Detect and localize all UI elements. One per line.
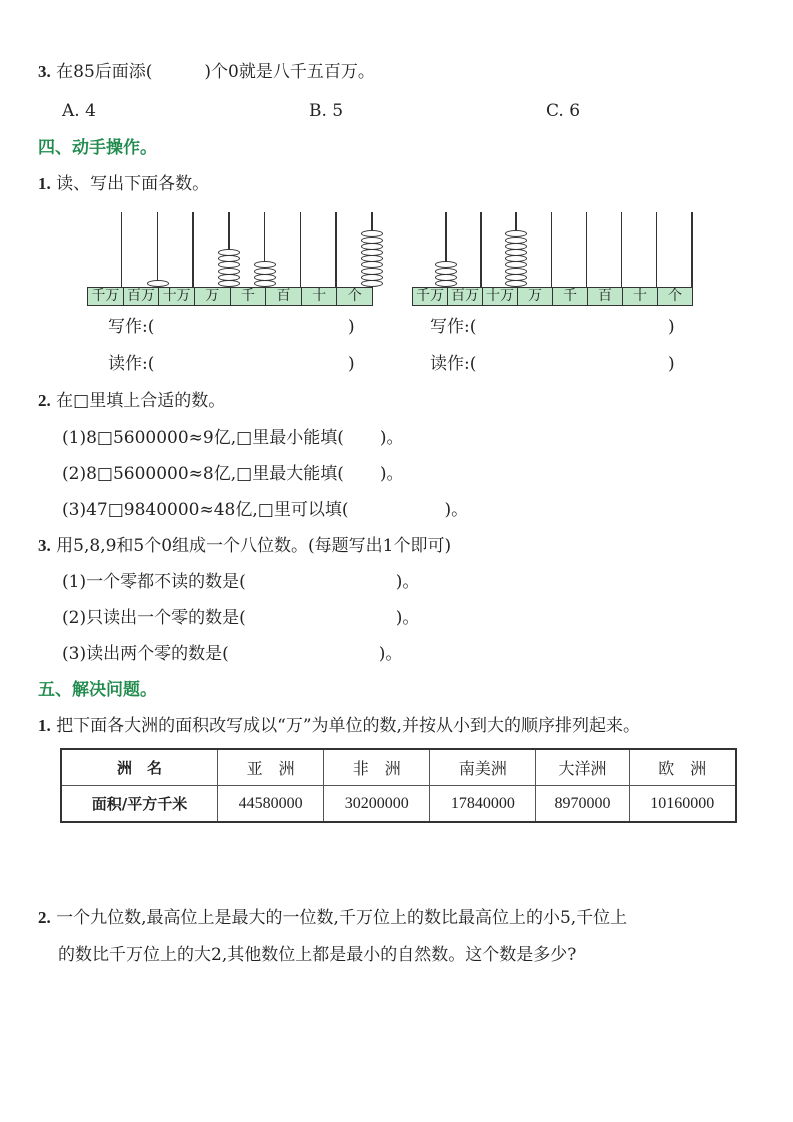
section5-q2-line1: [38, 907, 627, 929]
place-label: 百: [266, 288, 302, 305]
section4-q1: [38, 173, 209, 195]
area-value: 17840000: [430, 786, 536, 823]
item-end: )。: [395, 608, 420, 628]
abacus-rod: [335, 212, 337, 287]
section4-q3: [38, 535, 451, 557]
abacus-bead: [435, 274, 457, 281]
area-value: 44580000: [218, 786, 324, 823]
abacus-bead: [254, 261, 276, 268]
place-label: 十万: [159, 288, 195, 305]
abacus-rod: [157, 212, 159, 287]
option-a[interactable]: A. 4: [62, 101, 96, 121]
abacus-bead: [218, 280, 240, 287]
table-header-row: [61, 749, 736, 786]
place-label: 千万: [413, 288, 448, 305]
place-label: 千: [553, 288, 588, 305]
abacus-bead: [505, 249, 527, 256]
place-label: 百万: [124, 288, 160, 305]
item-end: )。: [378, 644, 403, 664]
place-label: 百万: [448, 288, 483, 305]
abacus-rod: [480, 212, 482, 287]
q2-item-2: [62, 463, 403, 485]
abacus-bead: [218, 261, 240, 268]
question-text: 用5,8,9和5个0组成一个八位数。(每题写出1个即可): [56, 536, 452, 556]
place-label: 万: [518, 288, 553, 305]
abacus-bead: [435, 261, 457, 268]
abacus-bead: [435, 280, 457, 287]
place-label: 千: [231, 288, 267, 305]
place-label: 个: [668, 288, 682, 304]
right-write-label: 写作:(: [430, 317, 477, 337]
continent-name: 非 洲: [324, 749, 430, 786]
question-text: 在□里填上合适的数。: [56, 391, 226, 411]
abacus-bead: [218, 249, 240, 256]
abacus-bead: [505, 280, 527, 287]
q3-item-3: [62, 643, 402, 665]
area-value: 10160000: [629, 786, 736, 823]
abacus-bead: [361, 249, 383, 256]
item-text: (1)8□5600000≈9亿,□里最小能填(: [62, 428, 344, 448]
question-text-after: )个0就是八千五百万。: [204, 62, 375, 82]
abacus-bead: [254, 280, 276, 287]
section-4-heading: 四、动手操作。: [38, 138, 157, 158]
question-text: 一个九位数,最高位上是最大的一位数,千万位上的数比最高位上的小5,千位上: [56, 908, 628, 928]
q3-item-1: [62, 571, 419, 593]
right-write-close: ): [668, 317, 675, 337]
abacus-bead: [361, 274, 383, 281]
item-text: (3)读出两个零的数是(: [62, 644, 229, 664]
header-label: 洲 名: [61, 749, 218, 786]
question-number: 2.: [38, 908, 51, 927]
section4-q2: [38, 390, 225, 412]
question-number: 2.: [38, 391, 51, 410]
place-value-label-bar: [412, 287, 693, 306]
option-b[interactable]: B. 5: [309, 101, 344, 121]
abacus-rod: [691, 212, 693, 287]
place-label: 千万: [88, 288, 124, 305]
abacus-bead: [361, 243, 383, 250]
abacus-rod: [121, 212, 123, 287]
left-read-label: 读作:(: [108, 354, 155, 374]
item-end: )。: [395, 572, 420, 592]
area-value: 8970000: [536, 786, 629, 823]
section5-q1: [38, 715, 640, 737]
continent-name: 亚 洲: [218, 749, 324, 786]
abacus-rod: [300, 212, 302, 287]
place-label: 十万: [483, 288, 518, 305]
left-read-close: ): [348, 354, 355, 374]
area-value: 30200000: [324, 786, 430, 823]
question-number: 1.: [38, 716, 51, 735]
left-write-close: ): [348, 317, 355, 337]
abacus-bead: [505, 230, 527, 237]
abacus-rod: [656, 212, 658, 287]
right-read-close: ): [668, 354, 675, 374]
abacus-rod: [192, 212, 194, 287]
abacus-left: [87, 212, 373, 308]
abacus-right: [412, 212, 693, 308]
place-label: 个: [347, 288, 362, 304]
question-text: 把下面各大洲的面积改写成以“万”为单位的数,并按从小到大的顺序排列起来。: [56, 716, 640, 736]
left-write-label: 写作:(: [108, 317, 155, 337]
item-end: )。: [379, 464, 404, 484]
continent-name: 欧 洲: [629, 749, 736, 786]
place-value-label-bar: [87, 287, 373, 306]
item-end: )。: [444, 500, 469, 520]
abacus-bead: [361, 268, 383, 275]
q2-item-1: [62, 427, 403, 449]
question-number: 3.: [38, 536, 51, 555]
abacus-bead: [254, 274, 276, 281]
abacus-rod: [551, 212, 553, 287]
abacus-bead: [505, 243, 527, 250]
abacus-rod: [586, 212, 588, 287]
item-end: )。: [379, 428, 404, 448]
item-text: (1)一个零都不读的数是(: [62, 572, 246, 592]
abacus-rod: [621, 212, 623, 287]
place-label: 十: [302, 288, 338, 305]
item-text: (2)8□5600000≈8亿,□里最大能填(: [62, 464, 344, 484]
q3-item-2: [62, 607, 419, 629]
place-label: 万: [195, 288, 231, 305]
right-read-label: 读作:(: [430, 354, 477, 374]
abacus-bead: [361, 230, 383, 237]
abacus-bead: [505, 268, 527, 275]
abacus-bead: [361, 261, 383, 268]
item-text: (2)只读出一个零的数是(: [62, 608, 246, 628]
abacus-bead: [218, 274, 240, 281]
question-number: 1.: [38, 174, 51, 193]
abacus-bead: [505, 261, 527, 268]
continent-name: 大洋洲: [536, 749, 629, 786]
question-text-before: 在85后面添(: [56, 62, 153, 82]
section5-q2-line2: 的数比千万位上的大2,其他数位上都是最小的自然数。这个数是多少?: [58, 945, 577, 965]
abacus-bead: [254, 268, 276, 275]
abacus-bead: [218, 268, 240, 275]
place-label: 百: [588, 288, 623, 305]
abacus-bead: [505, 274, 527, 281]
continent-name: 南美洲: [430, 749, 536, 786]
abacus-bead: [435, 268, 457, 275]
abacus-bead: [361, 237, 383, 244]
place-label: 十: [623, 288, 658, 305]
section-5-heading: 五、解决问题。: [38, 680, 157, 700]
q2-item-3: [62, 499, 468, 521]
item-text: (3)47□9840000≈48亿,□里可以填(: [62, 500, 349, 520]
abacus-bead: [505, 237, 527, 244]
row-label: 面积/平方千米: [61, 786, 218, 823]
question-text: 读、写出下面各数。: [56, 174, 210, 194]
question-number: 3.: [38, 62, 51, 81]
abacus-bead: [147, 280, 169, 287]
question-3-choice: [38, 61, 375, 83]
table-row: [61, 786, 736, 823]
continent-area-table: [60, 748, 737, 823]
option-c[interactable]: C. 6: [546, 101, 581, 121]
abacus-bead: [361, 280, 383, 287]
